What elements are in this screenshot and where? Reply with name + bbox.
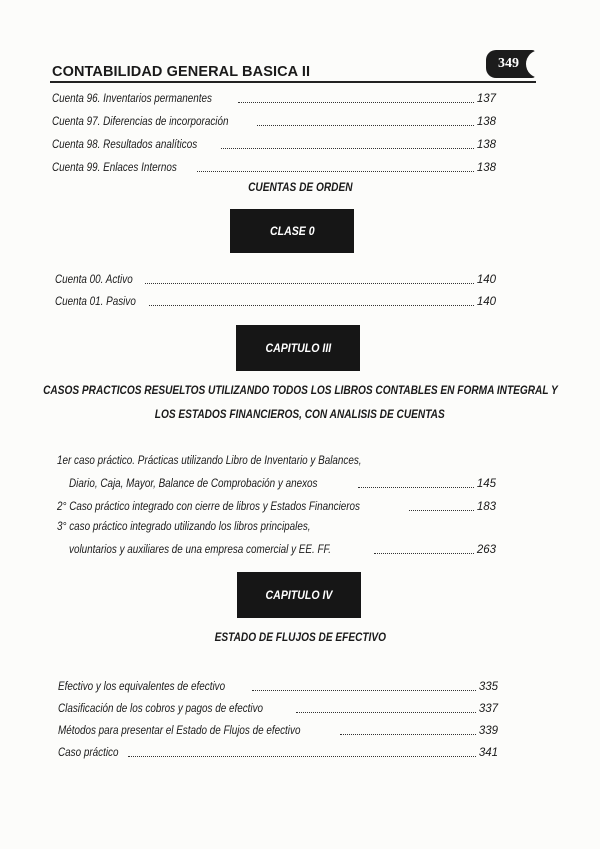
capitulo3-heading-line1: CASOS PRACTICOS RESUELTOS UTILIZANDO TODOS LOS LIBROS CONTABLES EN FORMA INTEGRAL Y	[42, 385, 558, 397]
toc-entry[interactable]	[58, 744, 498, 760]
case1-title-line1: 1er caso práctico. Prácticas utilizando Libro de Inventario y Balances,	[57, 455, 362, 467]
toc-entry[interactable]	[58, 700, 498, 716]
toc-entry-page: 138	[476, 139, 496, 151]
leader-dots	[409, 510, 474, 511]
toc-entry-page: 335	[478, 681, 498, 693]
toc-entry[interactable]	[57, 498, 496, 514]
toc-entry-label: Cuenta 97. Diferencias de incorporación	[52, 116, 229, 128]
header-rule	[50, 81, 536, 83]
toc-entry-label: voluntarios y auxiliares de una empresa comercial y EE. FF.	[69, 544, 332, 556]
leader-dots	[252, 690, 476, 691]
toc-entry-label: Métodos para presentar el Estado de Flujos de efectivo	[58, 725, 301, 737]
toc-entry-page: 339	[478, 725, 498, 737]
toc-entry-label: Diario, Caja, Mayor, Balance de Comprobación y anexos	[69, 478, 318, 490]
leader-dots	[145, 283, 474, 284]
capitulo3-box: CAPITULO III	[236, 325, 360, 371]
leader-dots	[340, 734, 476, 735]
toc-entry-label: Cuenta 01. Pasivo	[55, 296, 136, 308]
toc-entry-page: 138	[476, 116, 496, 128]
toc-entry-page: 145	[476, 478, 496, 490]
toc-entry-label: Efectivo y los equivalentes de efectivo	[58, 681, 226, 693]
toc-entry-page: 341	[478, 747, 498, 759]
toc-entry[interactable]	[55, 271, 496, 287]
toc-entry[interactable]	[52, 136, 496, 152]
leader-dots	[374, 553, 474, 554]
clase0-box: CLASE 0	[230, 209, 354, 253]
leader-dots	[358, 487, 474, 488]
leader-dots	[296, 712, 476, 713]
toc-entry-page: 138	[476, 162, 496, 174]
toc-entry-label: Cuenta 00. Activo	[55, 274, 133, 286]
toc-entry-label: Cuenta 98. Resultados analíticos	[52, 139, 198, 151]
toc-entry[interactable]	[58, 678, 498, 694]
running-header-title: CONTABILIDAD GENERAL BASICA II	[52, 64, 311, 80]
toc-entry[interactable]	[52, 159, 496, 175]
page-number-badge	[486, 50, 536, 78]
toc-entry-label: Clasificación de los cobros y pagos de efectivo	[58, 703, 264, 715]
leader-dots	[128, 756, 476, 757]
toc-entry-page: 140	[476, 296, 496, 308]
leader-dots	[221, 148, 474, 149]
capitulo3-heading-line2: LOS ESTADOS FINANCIEROS, CON ANALISIS DE CUENTAS	[155, 409, 445, 421]
toc-entry-page: 183	[476, 501, 496, 513]
capitulo4-heading: ESTADO DE FLUJOS DE EFECTIVO	[214, 632, 386, 644]
toc-entry[interactable]	[52, 90, 496, 106]
toc-entry-page: 263	[476, 544, 496, 556]
leader-dots	[197, 171, 474, 172]
toc-entry[interactable]	[52, 113, 496, 129]
section-heading-cuentas-orden: CUENTAS DE ORDEN	[247, 182, 353, 194]
toc-entry[interactable]	[58, 722, 498, 738]
toc-entry-label: Cuenta 99. Enlaces Internos	[52, 162, 177, 174]
capitulo4-box: CAPITULO IV	[237, 572, 361, 618]
toc-entry-page: 137	[476, 93, 496, 105]
leader-dots	[238, 102, 474, 103]
toc-entry-label: 2° Caso práctico integrado con cierre de libros y Estados Financieros	[57, 501, 361, 513]
toc-entry-page: 140	[476, 274, 496, 286]
toc-entry[interactable]	[69, 475, 496, 491]
case3-title-line1: 3° caso práctico integrado utilizando los libros principales,	[57, 521, 311, 533]
toc-entry[interactable]	[69, 541, 496, 557]
leader-dots	[257, 125, 474, 126]
toc-entry[interactable]	[55, 293, 496, 309]
page-number: 349	[498, 56, 519, 71]
toc-entry-page: 337	[478, 703, 498, 715]
toc-entry-label: Cuenta 96. Inventarios permanentes	[52, 93, 213, 105]
toc-entry-label: Caso práctico	[58, 747, 119, 759]
leader-dots	[149, 305, 474, 306]
